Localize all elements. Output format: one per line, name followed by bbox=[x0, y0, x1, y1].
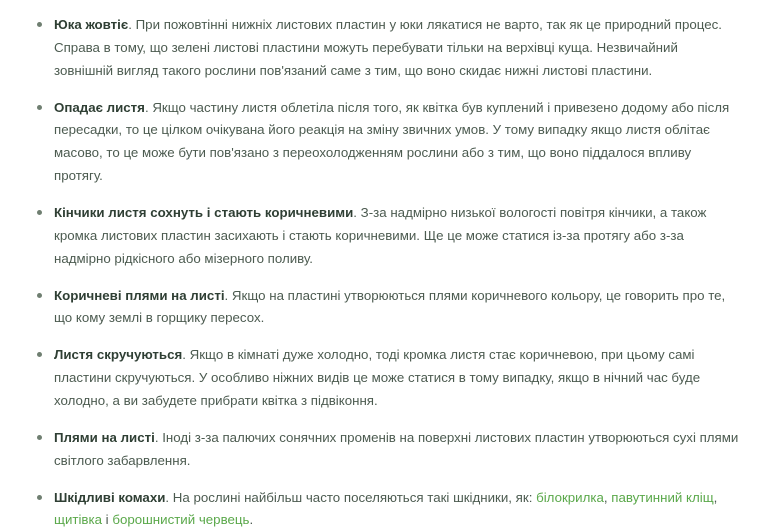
item-text: . При пожовтінні нижніх листових пластин у юки лякатися не варто, так як це природний процес. Справа в тому, що зелені листові пластини можуть перебувати тільки на верхівці куща. Незвичайний зовнішній вигляд такого рослини пов'язаний саме з тим, що воно скидає нижні листові пластини. bbox=[54, 17, 722, 78]
bullet-icon bbox=[37, 210, 42, 215]
item-text: . На рослині найбільш часто поселяються такі шкідники, як: bbox=[165, 489, 537, 505]
item-text: . Якщо частину листя облетіла після того, як квітка був куплений і привезено додому або після пересадки, то це цілком очікувана його реакція на зміну звичних умов. У тому випадку якщо листя облітає масово, то це може бути пов'язано з переохолодженням рослини або з тим, що воно піддалося впливу протягу. bbox=[54, 99, 730, 184]
bullet-icon bbox=[37, 293, 42, 298]
item-text: . Іноді з-за палючих сонячних променів на поверхні листових пластин утворюються сухі плями світлого забарвлення. bbox=[54, 429, 739, 468]
bullet-icon bbox=[37, 435, 42, 440]
list-item bbox=[28, 487, 740, 532]
plant-problems-list bbox=[28, 14, 740, 532]
bullet-icon bbox=[37, 105, 42, 110]
item-term: Плями на листі bbox=[54, 429, 155, 445]
link-separator: . bbox=[249, 512, 254, 528]
list-item bbox=[28, 427, 740, 473]
list-item bbox=[28, 285, 740, 331]
item-term: Юка жовтіє bbox=[54, 17, 129, 32]
link-separator: і bbox=[101, 512, 113, 528]
pest-link-scale-insect[interactable]: щитівка bbox=[54, 512, 102, 528]
item-term: Кінчики листя сохнуть і стають коричневими bbox=[54, 205, 354, 221]
bullet-icon bbox=[37, 352, 42, 357]
list-item bbox=[28, 14, 740, 83]
item-text: . З-за надмірно низької вологості повітря кінчики, а також кромка листових пластин засихають і стають коричневими. Ще це може статися із-за протягу або з-за надмірно рідкісного або мізерного поливу. bbox=[54, 205, 707, 266]
item-text: . Якщо на пластині утворюються плями коричневого кольору, це говорить про те, що кому землі в горщику пересох. bbox=[54, 287, 726, 326]
pest-link-whitefly[interactable]: білокрилка bbox=[536, 489, 604, 505]
list-item bbox=[28, 202, 740, 271]
item-term: Коричневі плями на листі bbox=[54, 287, 225, 303]
link-separator: , bbox=[603, 489, 612, 505]
bullet-icon bbox=[37, 22, 42, 27]
pest-link-mealybug[interactable]: борошнистий червець bbox=[112, 512, 250, 528]
bullet-icon bbox=[37, 495, 42, 500]
list-item bbox=[28, 97, 740, 188]
item-term: Опадає листя bbox=[54, 99, 145, 115]
item-term: Шкідливі комахи bbox=[54, 489, 166, 505]
pest-link-spider-mite[interactable]: павутинний кліщ bbox=[611, 489, 714, 505]
link-separator: , bbox=[713, 489, 718, 505]
item-text: . Якщо в кімнаті дуже холодно, тоді кромка листя стає коричневою, при цьому самі пластини скручуються. У особливо ніжних видів це може статися в тому випадку, якщо в нічний час буде холодно, а ви забудете прибрати квітка з підвіконня. bbox=[54, 347, 701, 409]
list-item bbox=[28, 344, 740, 413]
item-term: Листя скручуються bbox=[54, 347, 183, 363]
